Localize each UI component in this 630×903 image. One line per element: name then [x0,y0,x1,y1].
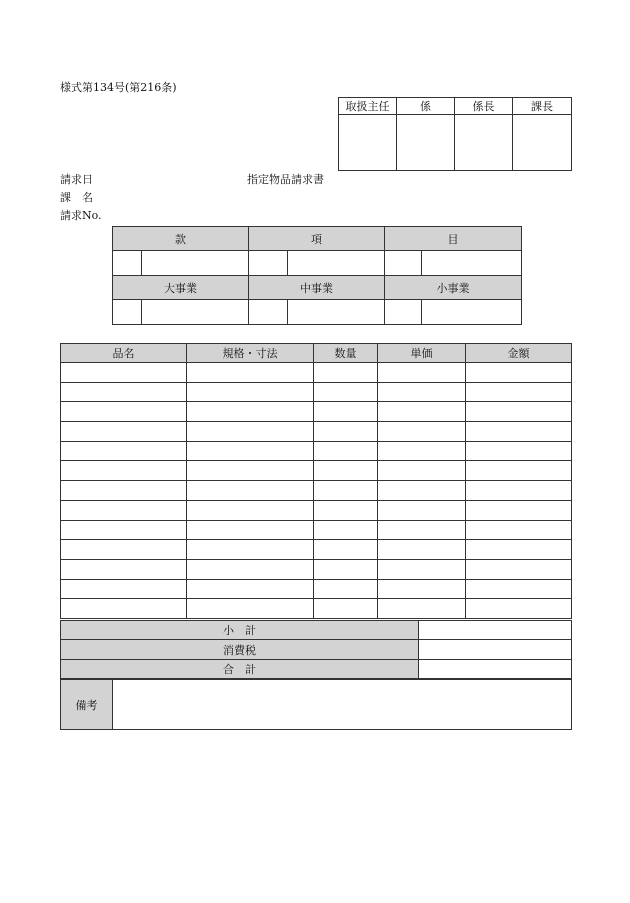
unit-price-cell[interactable] [378,599,466,619]
table-row [61,422,572,442]
approval-header-handler: 取扱主任 [339,98,397,115]
spec-cell[interactable] [187,599,314,619]
budget-header-moku: 目 [385,227,522,251]
project-header-minor: 小事業 [385,276,522,300]
item-name-cell[interactable] [61,363,187,383]
table-row [61,461,572,481]
item-name-cell[interactable] [61,579,187,599]
spec-cell[interactable] [187,559,314,579]
table-row [61,540,572,560]
amount-cell[interactable] [466,363,572,383]
table-row [61,382,572,402]
unit-price-cell[interactable] [378,520,466,540]
item-name-cell[interactable] [61,441,187,461]
item-name-cell[interactable] [61,461,187,481]
budget-value-cell[interactable] [422,251,522,276]
table-row [61,500,572,520]
unit-price-cell[interactable] [378,402,466,422]
subtotal-value-cell[interactable] [419,621,572,640]
table-row [61,402,572,422]
tax-label: 消費税 [61,640,419,660]
budget-code-cell[interactable] [113,251,142,276]
quantity-cell[interactable] [314,540,378,560]
unit-price-cell[interactable] [378,461,466,481]
unit-price-cell[interactable] [378,382,466,402]
approval-header-chief: 係長 [455,98,513,115]
approval-stamp-cell[interactable] [339,115,397,171]
budget-header-kou: 項 [249,227,385,251]
amount-cell[interactable] [466,599,572,619]
table-row [61,441,572,461]
spec-cell[interactable] [187,402,314,422]
item-name-cell[interactable] [61,540,187,560]
table-row [61,363,572,383]
totals-table [60,620,572,679]
form-title: 指定物品請求書 [247,173,324,186]
approval-stamp-table [338,97,572,171]
quantity-cell[interactable] [314,461,378,481]
quantity-cell[interactable] [314,441,378,461]
project-code-cell[interactable] [249,300,288,325]
amount-cell[interactable] [466,382,572,402]
items-table [60,343,572,619]
budget-table [112,226,522,325]
col-header-spec: 規格・寸法 [187,344,314,363]
item-name-cell[interactable] [61,520,187,540]
table-row [61,559,572,579]
quantity-cell[interactable] [314,382,378,402]
table-row [61,481,572,501]
item-name-cell[interactable] [61,500,187,520]
project-code-cell[interactable] [113,300,142,325]
amount-cell[interactable] [466,422,572,442]
project-code-cell[interactable] [385,300,422,325]
spec-cell[interactable] [187,540,314,560]
item-name-cell[interactable] [61,599,187,619]
approval-stamp-cell[interactable] [397,115,455,171]
unit-price-cell[interactable] [378,540,466,560]
spec-cell[interactable] [187,441,314,461]
table-row [61,579,572,599]
unit-price-cell[interactable] [378,441,466,461]
quantity-cell[interactable] [314,599,378,619]
budget-code-cell[interactable] [385,251,422,276]
quantity-cell[interactable] [314,500,378,520]
spec-cell[interactable] [187,422,314,442]
quantity-cell[interactable] [314,520,378,540]
table-row [61,520,572,540]
table-row [61,599,572,619]
project-value-cell[interactable] [288,300,385,325]
spec-cell[interactable] [187,363,314,383]
amount-cell[interactable] [466,559,572,579]
approval-header-manager: 課長 [513,98,572,115]
spec-cell[interactable] [187,461,314,481]
approval-stamp-cell[interactable] [513,115,572,171]
subtotal-label: 小 計 [61,621,419,640]
unit-price-cell[interactable] [378,481,466,501]
remarks-table [60,679,572,730]
approval-header-staff: 係 [397,98,455,115]
spec-cell[interactable] [187,520,314,540]
total-value-cell[interactable] [419,660,572,679]
quantity-cell[interactable] [314,422,378,442]
unit-price-cell[interactable] [378,559,466,579]
amount-cell[interactable] [466,441,572,461]
budget-value-cell[interactable] [142,251,249,276]
unit-price-cell[interactable] [378,363,466,383]
item-name-cell[interactable] [61,422,187,442]
col-header-unit-price: 単価 [378,344,466,363]
quantity-cell[interactable] [314,402,378,422]
amount-cell[interactable] [466,500,572,520]
budget-header-kan: 款 [113,227,249,251]
remarks-label: 備考 [61,680,113,730]
unit-price-cell[interactable] [378,579,466,599]
request-date-label: 請求日 [60,173,93,186]
form-number: 様式第134号(第216条) [60,81,177,94]
amount-cell[interactable] [466,520,572,540]
col-header-quantity: 数量 [314,344,378,363]
col-header-amount: 金額 [466,344,572,363]
project-value-cell[interactable] [142,300,249,325]
amount-cell[interactable] [466,461,572,481]
quantity-cell[interactable] [314,579,378,599]
amount-cell[interactable] [466,402,572,422]
tax-value-cell[interactable] [419,640,572,660]
amount-cell[interactable] [466,481,572,501]
section-name-label: 課 名 [60,191,93,204]
item-name-cell[interactable] [61,481,187,501]
item-name-cell[interactable] [61,402,187,422]
item-name-cell[interactable] [61,382,187,402]
budget-code-cell[interactable] [249,251,288,276]
request-number-label: 請求No. [60,209,102,222]
amount-cell[interactable] [466,540,572,560]
unit-price-cell[interactable] [378,500,466,520]
amount-cell[interactable] [466,579,572,599]
item-name-cell[interactable] [61,559,187,579]
project-value-cell[interactable] [422,300,522,325]
col-header-item-name: 品名 [61,344,187,363]
spec-cell[interactable] [187,500,314,520]
spec-cell[interactable] [187,481,314,501]
spec-cell[interactable] [187,579,314,599]
quantity-cell[interactable] [314,481,378,501]
total-label: 合 計 [61,660,419,679]
quantity-cell[interactable] [314,363,378,383]
project-header-major: 大事業 [113,276,249,300]
remarks-value-cell[interactable] [113,680,572,730]
approval-stamp-cell[interactable] [455,115,513,171]
spec-cell[interactable] [187,382,314,402]
project-header-medium: 中事業 [249,276,385,300]
quantity-cell[interactable] [314,559,378,579]
budget-value-cell[interactable] [288,251,385,276]
unit-price-cell[interactable] [378,422,466,442]
